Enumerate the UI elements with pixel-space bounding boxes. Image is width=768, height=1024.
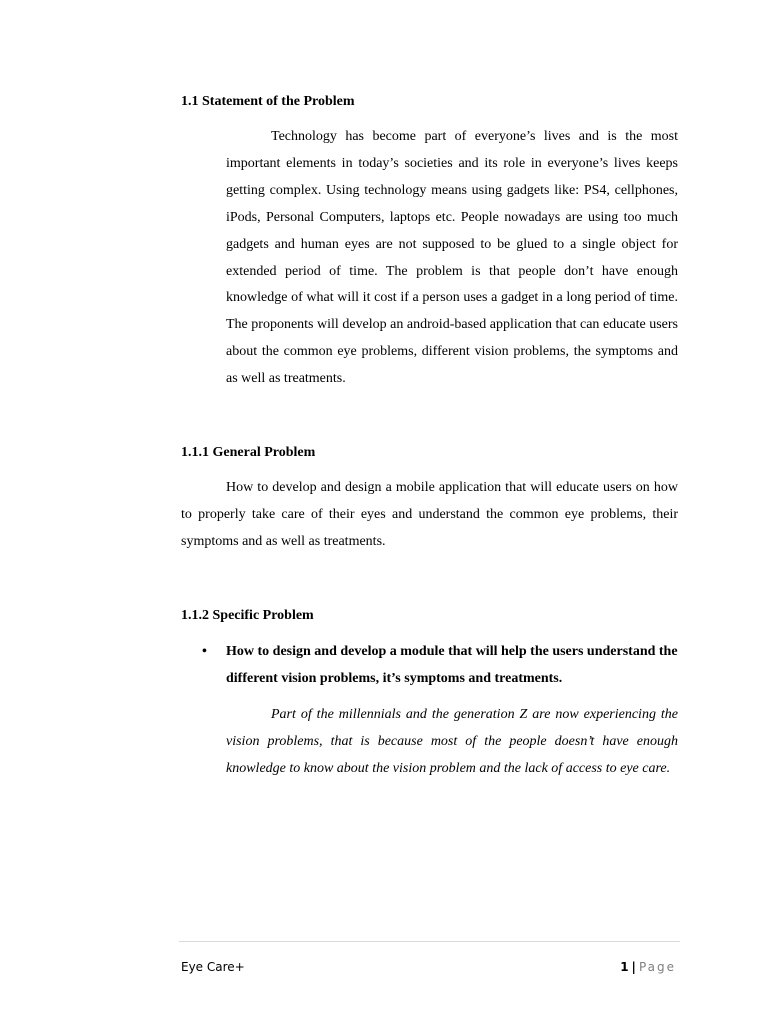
bullet-icon: •	[202, 644, 207, 659]
section-heading-general: 1.1.1 General Problem	[181, 445, 316, 460]
specific-problem-list	[181, 639, 678, 693]
page-number: 1	[620, 960, 629, 974]
page-separator: |	[631, 960, 636, 974]
footer-title: Eye Care+	[181, 960, 245, 974]
page-label: Page	[638, 960, 676, 974]
statement-paragraph: Technology has become part of everyone’s lives and is the most important elements in today’s societies and its role in everyone’s lives keeps getting complex. Using technology means using gadgets like: PS4, cellphones, iPods, Personal Computers, laptops etc. People nowadays are using too much gadgets and human eyes are not supposed to be glued to a single object for extended period of time. The problem is that people don’t have enough knowledge of what will it cost if a person uses a gadget in a long period of time. The proponents will develop an android-based application that can educate users about the common eye problems, different vision problems, the symptoms and as well as treatments.	[226, 129, 678, 387]
specific-problem-note: Part of the millennials and the generation Z are now experiencing the vision problems, that is because most of the people doesn’t have enough knowledge to know about the vision problem and the lack of access to eye care.	[226, 707, 678, 776]
list-item-text: How to design and develop a module that will help the users understand the different vision problems, it’s symptoms and treatments.	[226, 644, 678, 686]
section-heading-statement: 1.1 Statement of the Problem	[181, 94, 355, 109]
page-number-block	[620, 960, 676, 974]
list-item	[181, 639, 678, 693]
general-problem-paragraph: How to develop and design a mobile application that will educate users on how to properly take care of their eyes and understand the common eye problems, their symptoms and as well as treatments.	[181, 480, 678, 549]
section-heading-specific: 1.1.2 Specific Problem	[181, 608, 314, 623]
footer-divider	[179, 941, 680, 942]
